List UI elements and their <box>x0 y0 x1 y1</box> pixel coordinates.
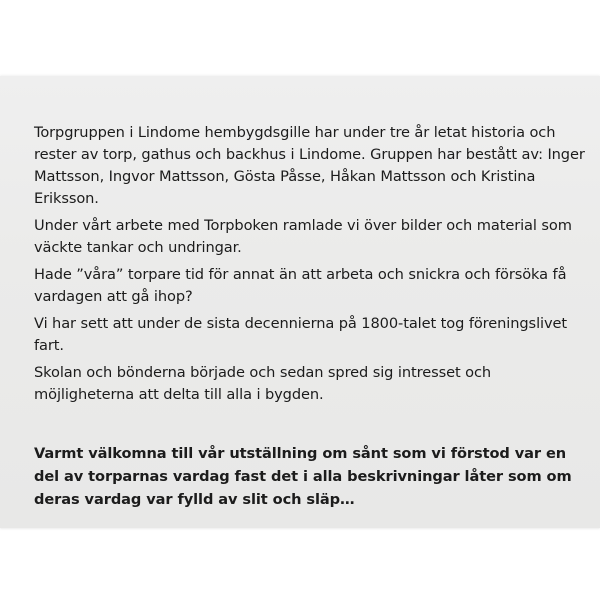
paragraph-foreningsliv: Vi har sett att under de sista decennierna på 1800-talet tog föreningslivet fart. <box>34 315 568 354</box>
paragraph-intro: Torpgruppen i Lindome hembygdsgille har under tre år letat historia och rester av torp, gathus och backhus i Lindome. Gruppen har bestått av: Inger Mattsson, Ingvor Mattsson, Gösta Påsse, Håkan Mattsson och Kristina Eriksson. <box>34 124 585 207</box>
paper-sheet <box>0 76 600 528</box>
paragraph-torpboken: Under vårt arbete med Torpboken ramlade vi över bilder och material som väckte tankar och undringar. <box>34 217 572 256</box>
paragraph-question: Hade ”våra” torpare tid för annat än att arbeta och snickra och försöka få vardagen att gå ihop? <box>34 266 567 305</box>
paragraph-skolan: Skolan och bönderna började och sedan spred sig intresset och möjligheterna att delta till alla i bygden. <box>34 364 492 403</box>
closing-invitation: Varmt välkomna till vår utställning om sånt som vi förstod var en del av torparnas vardag fast det i alla beskrivningar låter som om deras vardag var fylld av slit och släp… <box>34 445 572 508</box>
document-text <box>34 122 590 516</box>
